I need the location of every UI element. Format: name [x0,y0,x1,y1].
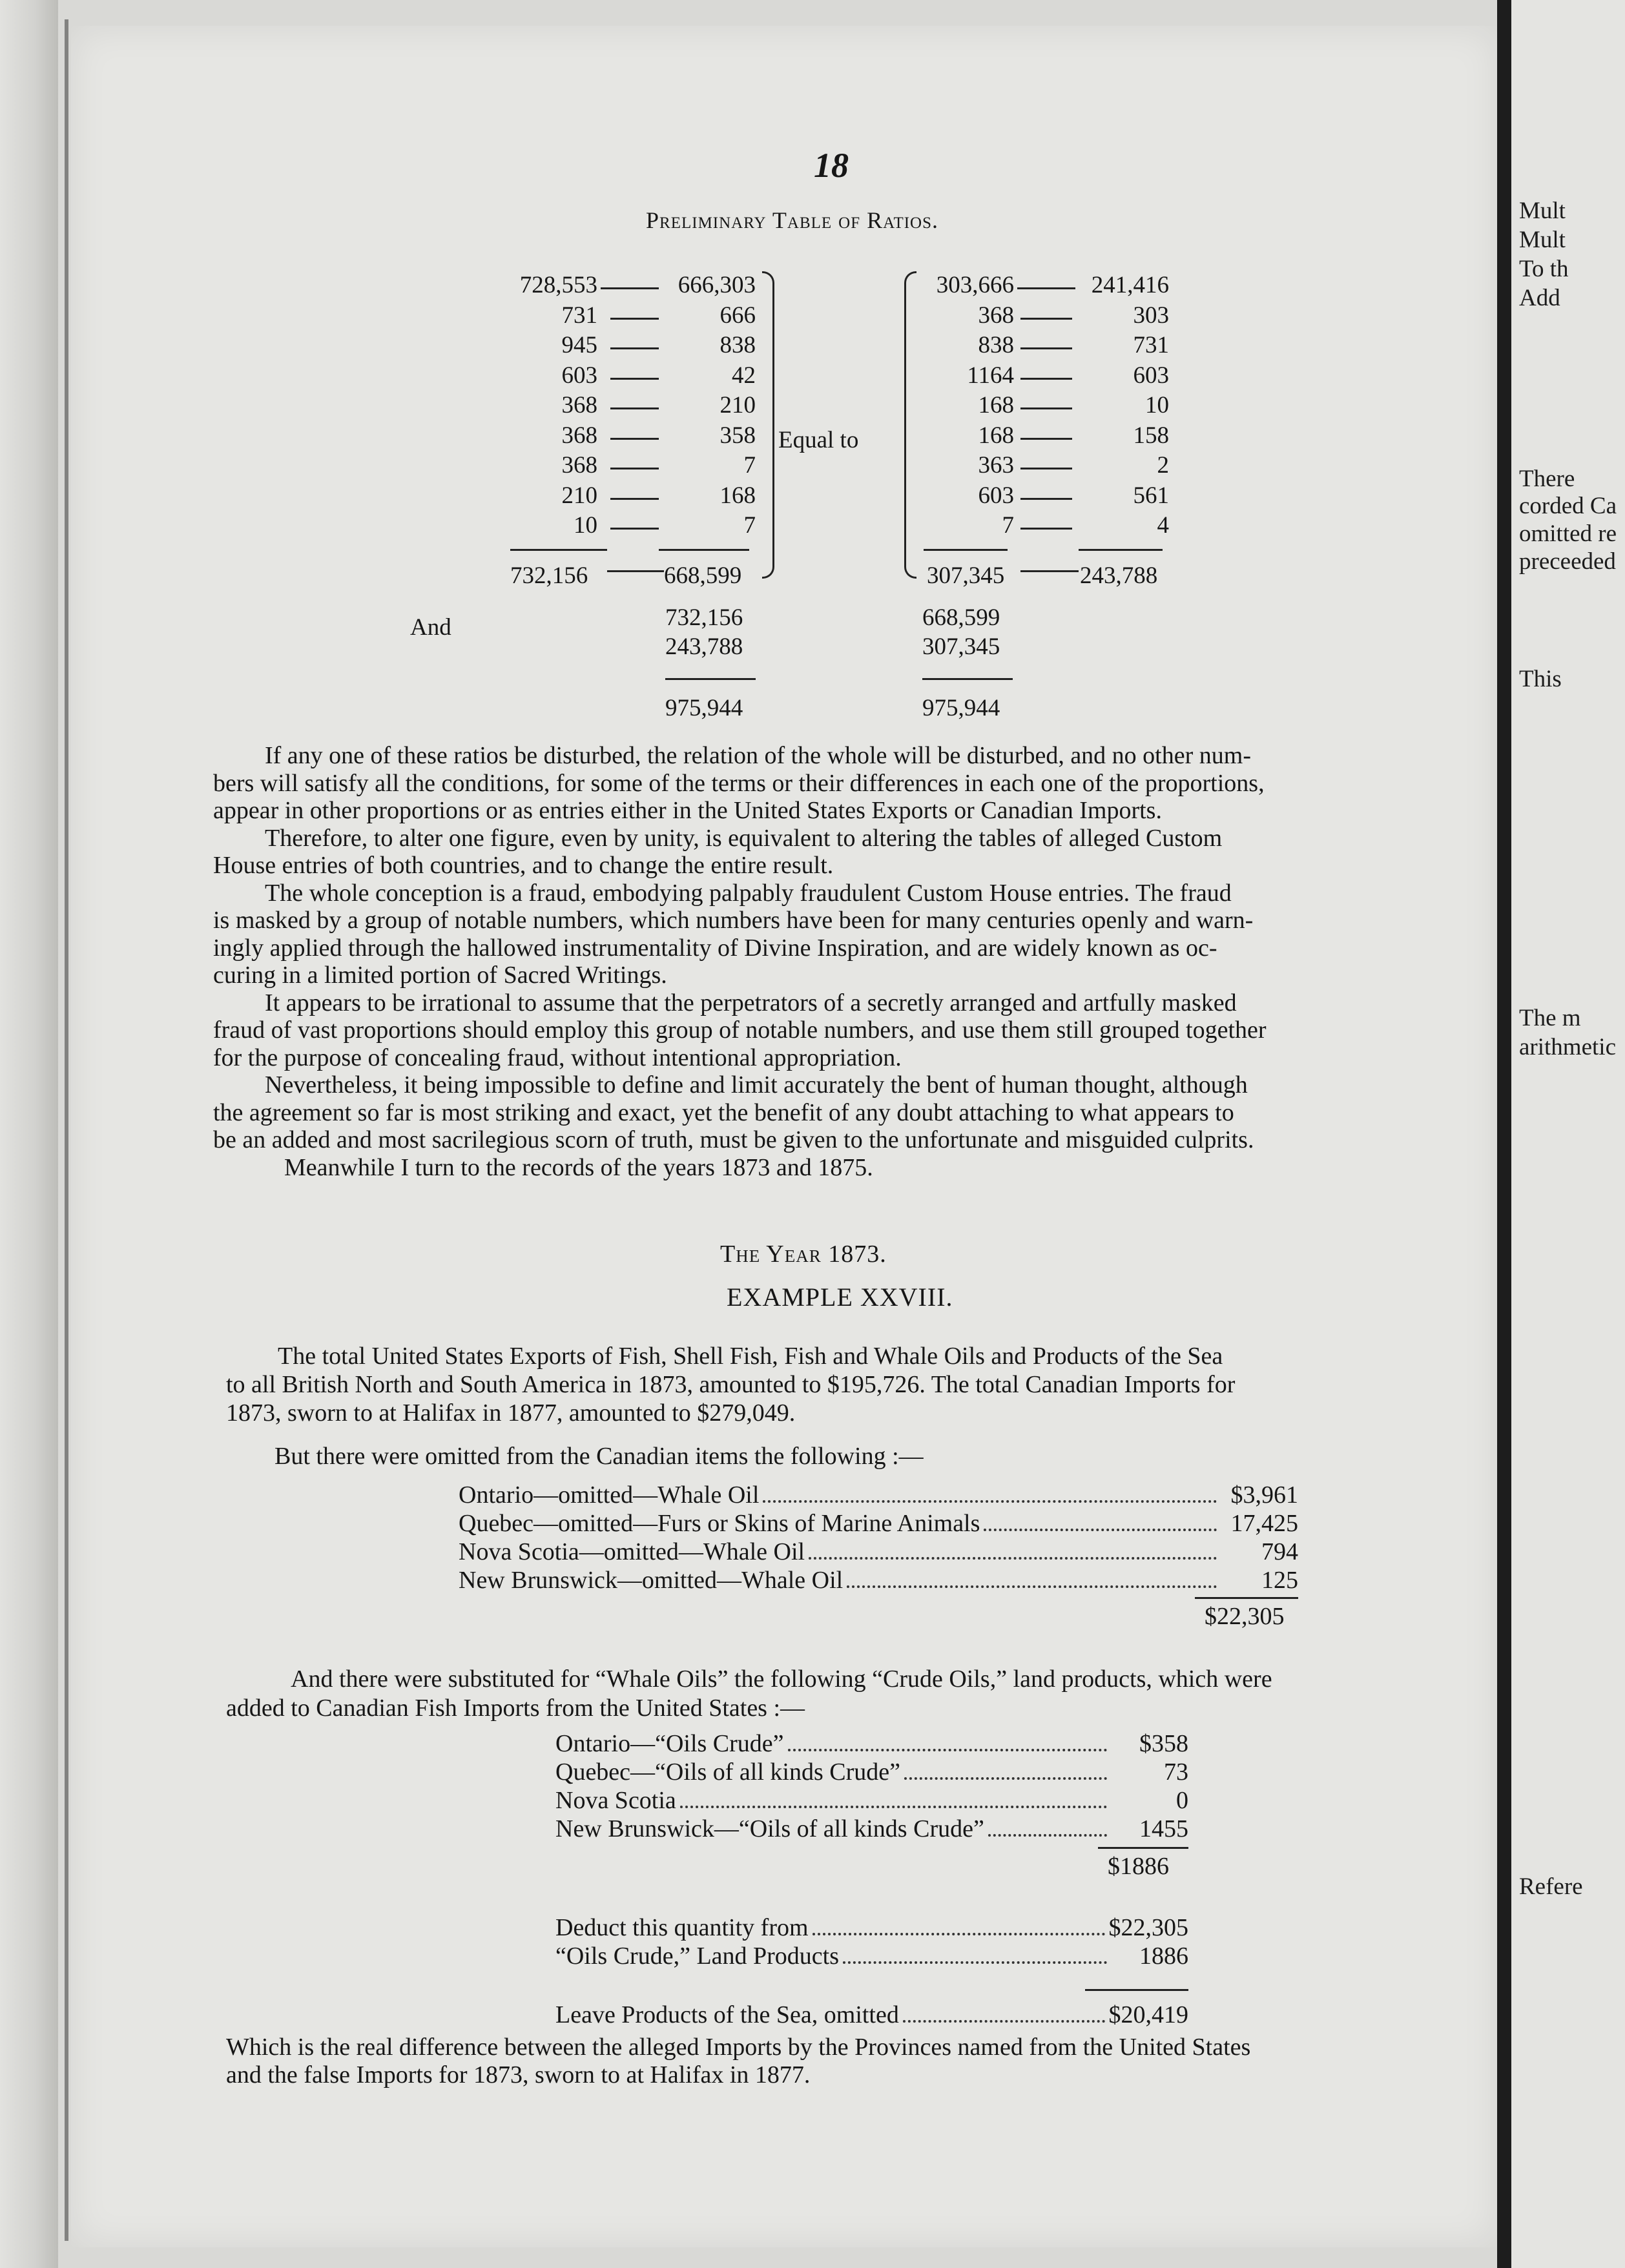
paragraph-line: The whole conception is a fraud, embodying palpably fraudulent Custom House entries. The fraud [265,879,1232,907]
dot-leader [763,1500,1217,1503]
ratio-left-a: 945 [561,332,597,358]
adjacent-page-text: To th [1519,256,1569,282]
ratio-right-a: 363 [978,452,1014,479]
rule [1085,1989,1188,1991]
example-line: 1873, sworn to at Halifax in 1877, amounted to $279,049. [226,1399,796,1427]
ratio-dash [1020,318,1072,320]
rule [922,678,1013,680]
ratio-right-b: 158 [1133,422,1169,449]
paragraph-line: It appears to be irrational to assume that the perpetrators of a secretly arranged and artfully masked [265,989,1237,1016]
item-label: Leave Products of the Sea, omitted [555,2001,899,2028]
dot-leader [843,1961,1107,1964]
example-line: The total United States Exports of Fish, Shell Fish, Fish and Whale Oils and Products of the Sea [278,1343,1223,1370]
ratio-left-b: 358 [719,422,756,449]
paragraph-line: bers will satisfy all the conditions, for some of the terms or their differences in each one of the proportions, [213,769,1265,797]
dot-leader [903,2020,1105,2023]
item-value: $3,961 [1230,1481,1298,1509]
ratio-left-a: 10 [574,512,597,539]
paragraph-line: for the purpose of concealing fraud, without intentional appropriation. [213,1044,902,1071]
substituted-total: $1886 [1108,1853,1169,1880]
binding-shadow [65,19,68,2241]
item-label: New Brunswick—“Oils of all kinds Crude” [555,1815,984,1842]
leader-row [459,1567,1298,1594]
ratio-right-b: 731 [1133,332,1169,358]
sum-left-1: 732,156 [665,604,743,631]
leader-row [555,1816,1188,1843]
ratio-dash [610,407,659,409]
ratio-right-a: 168 [978,392,1014,418]
closing-line-1: Which is the real difference between the alleged Imports by the Provinces named from the United States [226,2034,1251,2061]
paragraph-line: be an added and most sacrilegious scorn of truth, must be given to the unfortunate and misguided culprits. [213,1126,1254,1153]
right-total-b: 243,788 [1080,562,1158,589]
omitted-intro: But there were omitted from the Canadian items the following :— [274,1443,924,1470]
ratio-right-b: 303 [1133,302,1169,329]
ratio-dash [610,318,659,320]
item-label: Nova Scotia—omitted—Whale Oil [459,1538,805,1565]
adjacent-page-text: There [1519,466,1575,492]
dot-leader [984,1529,1217,1531]
table-title: Preliminary Table of Ratios. [646,207,938,233]
ratio-right-b: 603 [1133,362,1169,389]
dot-leader [788,1749,1107,1751]
item-value: 17,425 [1230,1510,1298,1537]
ratio-right-b: 10 [1145,392,1169,418]
item-value: 0 [1176,1787,1188,1814]
item-label: “Oils Crude,” Land Products [555,1943,840,1970]
adjacent-page-text: omitted re [1519,521,1617,547]
leader-row [555,1788,1188,1815]
sum-right-2: 307,345 [922,634,1000,660]
ratio-right-b: 4 [1157,512,1169,539]
omitted-total: $22,305 [1205,1603,1285,1630]
closing-line-2: and the false Imports for 1873, sworn to at Halifax in 1877. [226,2061,811,2088]
leader-row [459,1482,1298,1509]
item-label: Deduct this quantity from [555,1914,809,1941]
ratio-left-b: 666,303 [678,272,756,298]
equal-to-label: Equal to [778,427,859,453]
item-value: 125 [1261,1567,1298,1594]
dot-leader [812,1933,1105,1935]
adjacent-page-text: Refere [1519,1873,1583,1900]
ratio-right-a: 1164 [967,362,1014,389]
adjacent-page-text: preceeded [1519,548,1616,575]
ratio-left-b: 7 [743,452,756,479]
ratio-left-b: 7 [743,512,756,539]
and-label: And [410,614,451,641]
dot-leader [904,1777,1107,1780]
adjacent-page-text: Mult [1519,227,1566,253]
page-number: 18 [814,146,849,185]
paragraph-line: Therefore, to alter one figure, even by unity, is equivalent to altering the tables of alleged Custom [265,824,1223,852]
left-brace [762,271,774,579]
ratio-left-b: 168 [719,482,756,509]
left-total-b: 668,599 [664,562,742,589]
item-label: New Brunswick—omitted—Whale Oil [459,1567,844,1594]
ratio-left-a: 368 [561,422,597,449]
page-gutter [1497,0,1511,2268]
item-label: Ontario—omitted—Whale Oil [459,1481,760,1509]
paragraph-line: Nevertheless, it being impossible to define and limit accurately the bent of human thought, although [265,1071,1248,1098]
ratio-left-a: 728,553 [519,272,597,298]
ratio-left-b: 42 [732,362,756,389]
item-value: 1886 [1139,1943,1188,1970]
item-label: Ontario—“Oils Crude” [555,1730,784,1757]
ratio-left-a: 603 [561,362,597,389]
paragraph-line: fraud of vast proportions should employ this group of notable numbers, and use them still grouped together [213,1016,1267,1044]
ratio-dash [1020,498,1072,500]
adjacent-page-text: The m [1519,1005,1581,1031]
paragraph-line: House entries of both countries, and to change the entire result. [213,852,834,879]
ratio-dash [1020,468,1072,469]
ratio-dash [1020,407,1072,409]
paragraph-line: is masked by a group of notable numbers, which numbers have been for many centuries openly and warn- [213,907,1254,934]
dash [1020,570,1079,572]
ratio-left-b: 210 [719,392,756,418]
scan-margin-left [0,0,58,2268]
rule [924,549,1008,551]
ratio-right-b: 2 [1157,452,1169,479]
ratio-left-b: 666 [719,302,756,329]
leader-row [555,1759,1188,1786]
rule [659,549,749,551]
ratio-right-a: 168 [978,422,1014,449]
ratio-dash [610,378,659,380]
rule [1195,1597,1298,1599]
leader-row [555,1731,1188,1758]
adjacent-page-text: This [1519,666,1562,692]
ratio-dash [1020,528,1072,530]
dash [607,570,664,572]
adjacent-page-text: corded Ca [1519,493,1617,519]
ratio-right-b: 241,416 [1091,272,1169,298]
ratio-right-a: 603 [978,482,1014,509]
substituted-intro-1: And there were substituted for “Whale Oils” the following “Crude Oils,” land products, which were [291,1665,1272,1693]
leader-row [555,2002,1188,2029]
ratio-dash [610,498,659,500]
sum-left-total: 975,944 [665,695,743,721]
ratio-left-a: 731 [561,302,597,329]
leader-row [555,1915,1188,1942]
paragraph-line: curing in a limited portion of Sacred Writings. [213,962,667,989]
item-value: $358 [1139,1730,1188,1757]
section-title: The Year 1873. [720,1241,887,1268]
leader-row [555,1943,1188,1970]
ratio-dash [610,438,659,440]
ratio-dash [610,528,659,530]
paragraph-line: If any one of these ratios be disturbed, the relation of the whole will be disturbed, and no other num- [265,742,1251,769]
ratio-right-a: 7 [1002,512,1014,539]
item-label: Nova Scotia [555,1787,676,1814]
leader-row [459,1510,1298,1538]
ratio-left-a: 368 [561,392,597,418]
item-label: Quebec—“Oils of all kinds Crude” [555,1758,900,1786]
substituted-intro-2: added to Canadian Fish Imports from the United States :— [226,1695,805,1722]
rule [1079,549,1163,551]
item-value: $22,305 [1108,1914,1188,1941]
sum-right-total: 975,944 [922,695,1000,721]
rule [665,678,756,680]
example-line: to all British North and South America in 1873, amounted to $195,726. The total Canadian Imports for [226,1371,1236,1398]
ratio-dash [1020,438,1072,440]
sum-right-1: 668,599 [922,604,1000,631]
rule [510,549,607,551]
ratio-left-a: 368 [561,452,597,479]
ratio-dash [610,347,659,349]
sum-left-2: 243,788 [665,634,743,660]
paragraph-line: Meanwhile I turn to the records of the years 1873 and 1875. [284,1153,873,1181]
ratio-left-b: 838 [719,332,756,358]
ratio-left-a: 210 [561,482,597,509]
item-value: 1455 [1139,1815,1188,1842]
leader-row [459,1539,1298,1566]
book-page [71,26,1498,2247]
paragraph-line: the agreement so far is most striking and exact, yet the benefit of any doubt attaching to what appears to [213,1098,1234,1126]
ratio-right-a: 368 [978,302,1014,329]
ratio-dash [1017,287,1075,289]
rule [1098,1847,1188,1849]
dot-leader [680,1806,1107,1808]
dot-leader [847,1585,1217,1588]
dot-leader [809,1557,1217,1560]
adjacent-page-text: arithmetic [1519,1034,1616,1060]
item-label: Quebec—omitted—Furs or Skins of Marine Animals [459,1510,980,1537]
ratio-dash [1020,347,1072,349]
left-total-a: 732,156 [510,562,588,589]
item-value: 73 [1164,1758,1188,1786]
adjacent-page-text: Mult [1519,198,1566,224]
adjacent-page-text: Add [1519,285,1560,311]
ratio-dash [610,468,659,469]
right-total-a: 307,345 [927,562,1005,589]
ratio-right-a: 303,666 [936,272,1014,298]
item-value: $20,419 [1108,2001,1188,2028]
adjacent-page-fragment [1511,0,1625,2268]
paragraph-line: appear in other proportions or as entries either in the United States Exports or Canadian Imports. [213,797,1162,824]
paragraph-line: ingly applied through the hallowed instrumentality of Divine Inspiration, and are widely known as oc- [213,934,1217,962]
ratio-dash [601,287,659,289]
ratio-right-a: 838 [978,332,1014,358]
dot-leader [988,1834,1107,1837]
ratio-right-b: 561 [1133,482,1169,509]
item-value: 794 [1261,1538,1298,1565]
ratio-dash [1020,378,1072,380]
example-title: EXAMPLE XXVIII. [727,1283,953,1312]
